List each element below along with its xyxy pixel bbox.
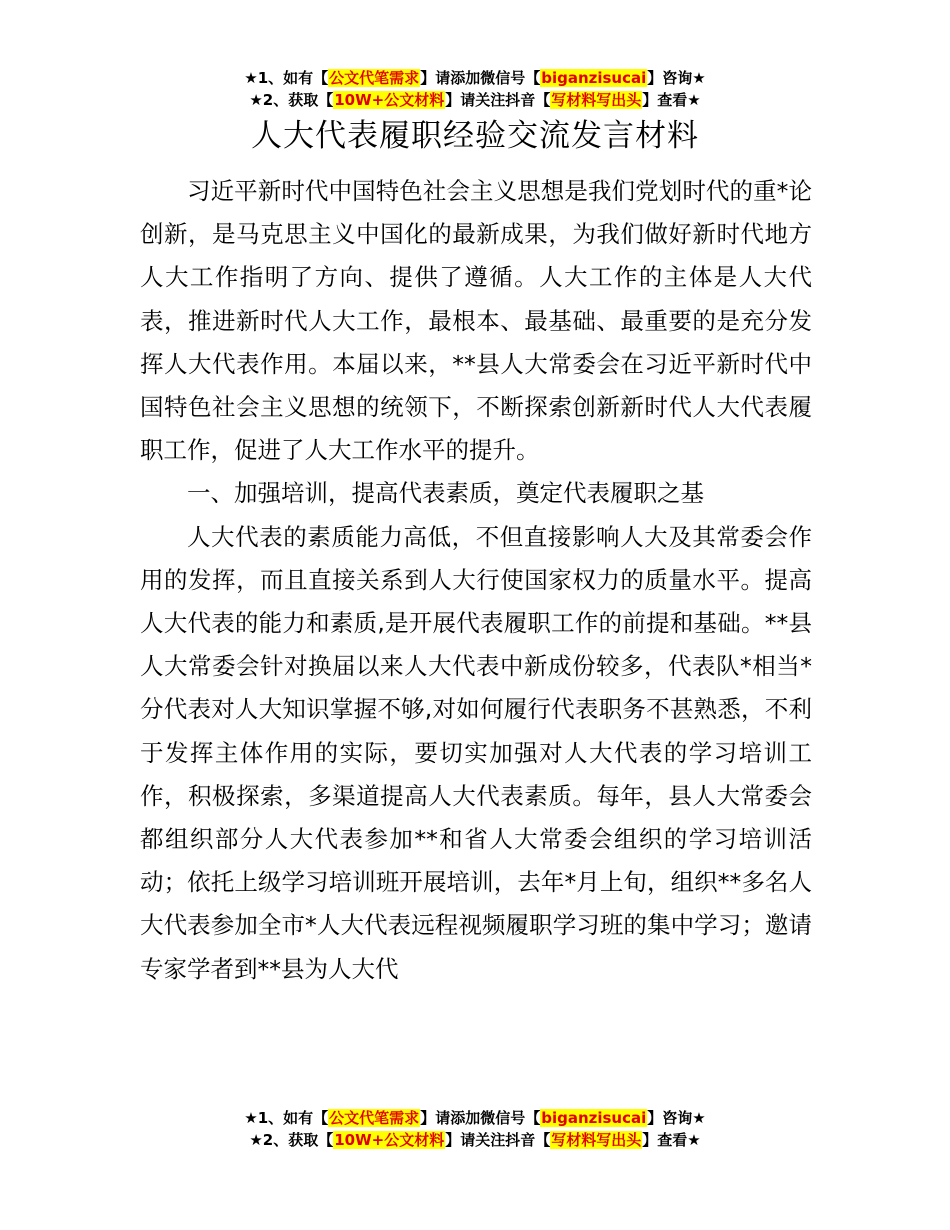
document-body <box>140 170 812 991</box>
banner-text: ★2、获取【 <box>249 91 334 109</box>
footer-ad-banner <box>0 1107 950 1151</box>
banner-text: 】请关注抖音【 <box>445 91 551 109</box>
highlight-service: 公文代笔需求 <box>329 1109 420 1127</box>
highlight-wechat-id: biganzisucai <box>541 69 647 87</box>
banner-line-2 <box>0 89 950 111</box>
highlight-douyin-account: 写材料写出头 <box>551 91 642 109</box>
banner-text: 】查看★ <box>642 1131 701 1149</box>
banner-text: ★1、如有【 <box>244 1109 329 1127</box>
highlight-wechat-id: biganzisucai <box>541 1109 647 1127</box>
banner-text: ★2、获取【 <box>249 1131 334 1149</box>
banner-text: ★1、如有【 <box>244 69 329 87</box>
header-ad-banner <box>0 67 950 111</box>
highlight-service: 公文代笔需求 <box>329 69 420 87</box>
highlight-materials: 10W+公文材料 <box>334 91 445 109</box>
banner-line-1 <box>0 1107 950 1129</box>
body-paragraph: 人大代表的素质能力高低，不但直接影响人大及其常委会作用的发挥，而且直接关系到人大行使国家权力的质量水平。提高人大代表的能力和素质,是开展代表履职工作的前提和基础。**县人大常委会针对换届以来人大代表中新成份较多，代表队*相当*分代表对人大知识掌握不够,对如何履行代表职务不甚熟悉，不利于发挥主体作用的实际，要切实加强对人大代表的学习培训工作，积极探索，多渠道提高人大代表素质。每年，县人大常委会都组织部分人大代表参加**和省人大常委会组织的学习培训活动；依托上级学习培训班开展培训，去年*月上旬，组织**多名人大代表参加全市*人大代表远程视频履职学习班的集中学习；邀请专家学者到**县为人大代 <box>140 522 812 983</box>
highlight-douyin-account: 写材料写出头 <box>551 1131 642 1149</box>
banner-text: 】请关注抖音【 <box>445 1131 551 1149</box>
banner-text: 】咨询★ <box>647 1109 706 1127</box>
banner-line-2 <box>0 1129 950 1151</box>
banner-line-1 <box>0 67 950 89</box>
banner-text: 】咨询★ <box>647 69 706 87</box>
banner-text: 】查看★ <box>642 91 701 109</box>
intro-paragraph: 习近平新时代中国特色社会主义思想是我们党划时代的重*论创新，是马克思主义中国化的最新成果，为我们做好新时代地方人大工作指明了方向、提供了遵循。人大工作的主体是人大代表，推进新时代人大工作，最根本、最基础、最重要的是充分发挥人大代表作用。本届以来，**县人大常委会在习近平新时代中国特色社会主义思想的统领下，不断探索创新新时代人大代表履职工作，促进了人大工作水平的提升。 <box>140 177 812 465</box>
banner-text: 】请添加微信号【 <box>420 69 541 87</box>
document-title: 人大代表履职经验交流发言材料 <box>251 118 699 154</box>
banner-text: 】请添加微信号【 <box>420 1109 541 1127</box>
section-heading: 一、加强培训，提高代表素质，奠定代表履职之基 <box>187 479 704 508</box>
highlight-materials: 10W+公文材料 <box>334 1131 445 1149</box>
